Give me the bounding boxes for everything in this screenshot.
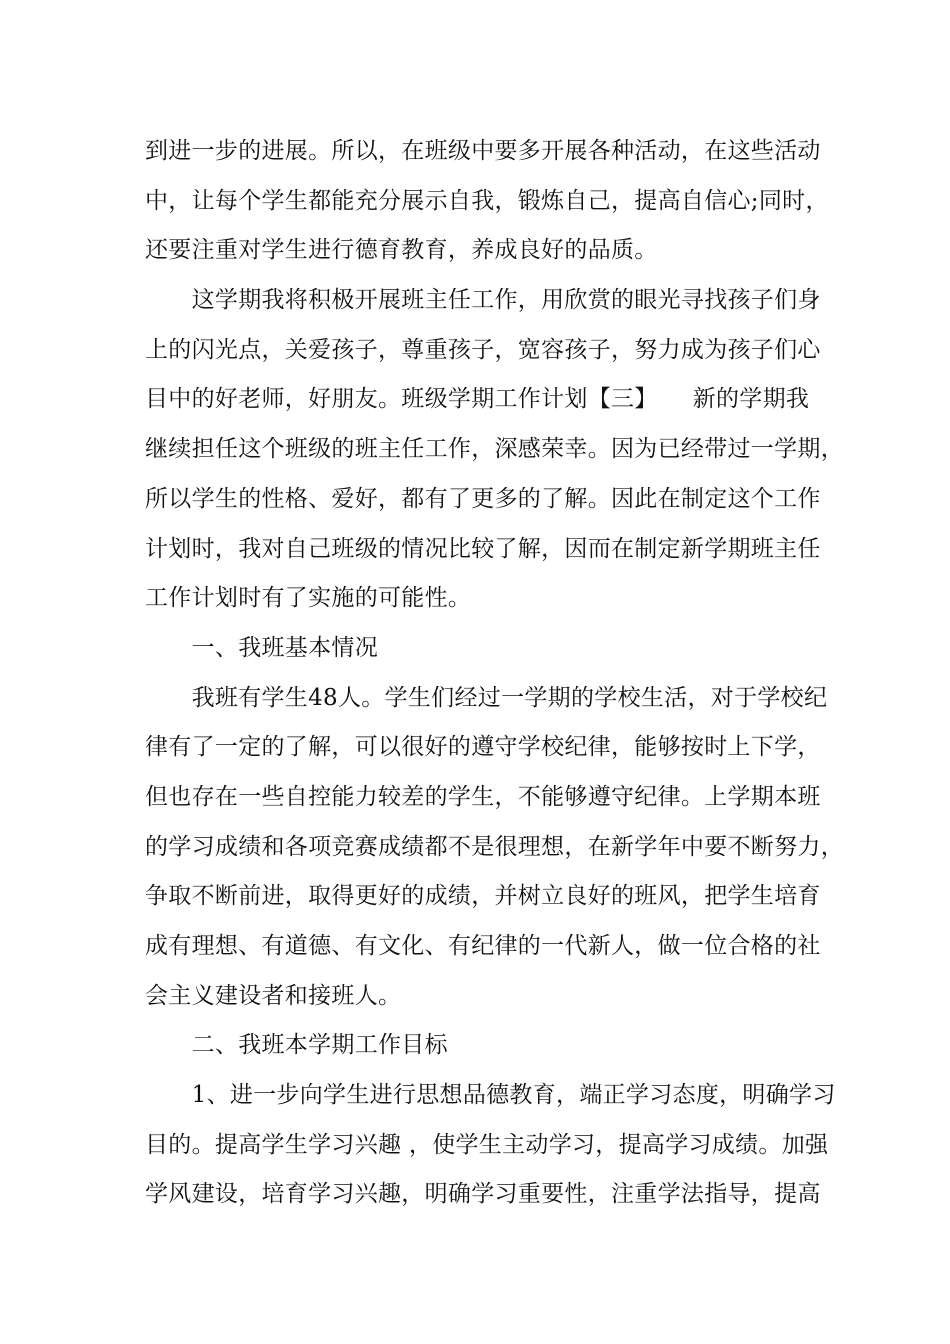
text-line: 成有理想、有道德、有文化、有纪律的一代新人，做一位合格的社	[145, 933, 821, 959]
text-line: 我班有学生48人。学生们经过一学期的学校生活，对于学校纪	[145, 685, 828, 711]
text-line: 这学期我将积极开展班主任工作，用欣赏的眼光寻找孩子们身	[145, 287, 821, 313]
text-line: 会主义建设者和接班人。	[145, 983, 402, 1009]
text-line: 1、进一步向学生进行思想品德教育，端正学习态度，明确学习	[145, 1082, 836, 1108]
text-line: 工作计划时有了实施的可能性。	[145, 585, 472, 611]
text-line: 争取不断前进，取得更好的成绩，并树立良好的班风，把学生培育	[145, 883, 821, 909]
text-line: 目中的好老师，好朋友。班级学期工作计划【三】 新的学期我	[145, 386, 810, 412]
text-line: 目的。提高学生学习兴趣 ，使学生主动学习，提高学习成绩。加强	[145, 1132, 829, 1158]
section-heading: 二、我班本学期工作目标	[145, 1032, 448, 1058]
text-line: 但也存在一些自控能力较差的学生，不能够遵守纪律。上学期本班	[145, 784, 821, 810]
text-line: 计划时，我对自己班级的情况比较了解，因而在制定新学期班主任	[145, 536, 821, 562]
text-line: 学风建设，培育学习兴趣，明确学习重要性，注重学法指导，提高	[145, 1181, 821, 1207]
text-line: 中，让每个学生都能充分展示自我，锻炼自己，提高自信心;同时，	[145, 188, 829, 214]
text-line: 所以学生的性格、爱好，都有了更多的了解。因此在制定这个工作	[145, 486, 821, 512]
text-line: 还要注重对学生进行德育教育，养成良好的品质。	[145, 237, 658, 263]
text-line: 上的闪光点，关爱孩子，尊重孩子，宽容孩子，努力成为孩子们心	[145, 337, 821, 363]
text-line: 律有了一定的了解，可以很好的遵守学校纪律，能够按时上下学，	[145, 734, 821, 760]
text-line: 到进一步的进展。所以，在班级中要多开展各种活动，在这些活动	[145, 138, 821, 164]
section-heading: 一、我班基本情况	[145, 635, 378, 661]
text-line: 的学习成绩和各项竞赛成绩都不是很理想，在新学年中要不断努力，	[145, 834, 844, 860]
text-line: 继续担任这个班级的班主任工作，深感荣幸。因为已经带过一学期，	[145, 436, 844, 462]
